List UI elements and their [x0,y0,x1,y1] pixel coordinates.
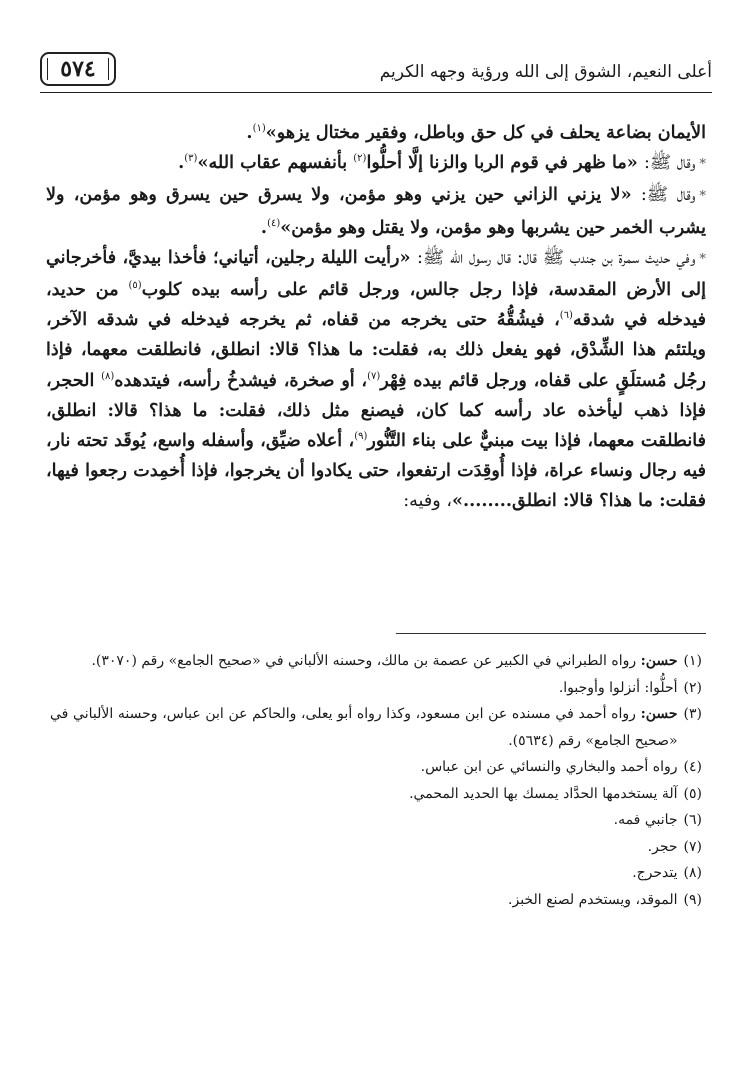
footnote-ref: (٣) [184,153,198,165]
footnote-item: (٧) حجر. [647,838,702,855]
footnote-item: (٢) أحلُّوا: أنزلوا وأوجبوا. [558,679,702,696]
asterisk-icon: * [699,251,706,267]
footnote-ref: (١) [252,123,266,135]
paragraph-3: *وقال ﷺ: «لا يزني الزاني حين يزني وهو مؤمن، ولا يسرق حين يسرق وهو مؤمن، ولا يشرب الخمر حين يشربها وهو مؤمن، ولا يقتل وهو مؤمن»$^{(٤)}$. [46,184,706,238]
footnote-ref: (٨) [101,370,115,382]
footnote-ref: (٩) [354,431,368,443]
paragraph-1: الأيمان بضاعة يحلف في كل حق وباطل، وفقير مختال يزهو»$^{(١)}$. [246,122,706,143]
paragraph-2: *وقال ﷺ: «ما ظهر في قوم الربا والزنا إلَّا أحلُّوا$^{(٢)}$ بأنفسهم عقاب الله»$^{(٣)}$. [178,152,706,174]
footnote-ref: (٥) [128,280,142,292]
footnote-ref: (٢) [353,153,367,165]
footnote-item: (٨) يتدحرج. [632,865,702,881]
main-text [46,118,706,517]
footnote-item: (٩) الموقد، ويستخدم لصنع الخبز. [508,891,702,908]
footnotes [50,648,702,913]
asterisk-icon: * [699,157,706,173]
page-header [40,46,712,96]
footnote-item: (٣) حسن: رواه أحمد في مسنده عن ابن مسعود، وكذا رواه أبو يعلى، والحاكم عن ابن عباس، وحسنه الألباني في «صحيح الجامع» رقم (٥٦٣٤). [50,706,702,749]
footnote-item: (١) حسن: رواه الطبراني في الكبير عن عصمة بن مالك، وحسنه الألباني في «صحيح الجامع» رقم (٣٠٧٠). [91,653,702,669]
page-number-box: ٥٧٤ [40,52,116,86]
asterisk-icon: * [699,189,706,205]
footnote-ref: (٦) [559,310,573,322]
running-title: أعلى النعيم، الشوق إلى الله ورؤية وجهه الكريم [379,62,712,82]
footnote-item: (٥) آلة يستخدمها الحدَّاد يمسك بها الحديد المحمي. [409,785,702,802]
header-divider [40,92,712,93]
footnote-ref: (٧) [367,370,381,382]
footnote-divider [396,633,706,634]
footnote-item: (٦) جانبي فمه. [613,812,702,828]
footnote-item: (٤) رواه أحمد والبخاري والنسائي عن ابن عباس. [420,759,702,775]
paragraph-4: *وفي حديث سمرة بن جندب ﷺ قال: قال رسول الله ﷺ: «رأيت الليلة رجلين، أتياني؛ فأخذا بيديَّ، فأخرجاني إلى الأرض المقدسة، فإذا رجل جالس، ورجل قائم على رأسه بيده كلوب$^{(٥)}$ من حديد، فيدخله في شدقه$^{(٦)}$، فيشُقُّهُ حتى يخرجه من قفاه، ثم يخرجه فيدخله في شدقه الآخر، ويلتئم هذا الشِّدْق، فهو يفعل ذلك به، فقلت: ما هذا؟ قالا: انطلق، فانطلقت معهما، فإذا رجُل مُستلَقٍ على قفاه، ورجل قائم بيده فِهْر$^{(٧)}$، أو صخرة، فيشدخُ رأسه، فيتدهده$^{(٨)}$ الحجر، فإذا ذهب ليأخذه عاد رأسه كما كان، فيصنع مثل ذلك، فقلت: ما هذا؟ قالا: انطلق، فانطلقت معهما، فإذا بيت مبنيٌّ على بناء التَّنُّور$^{(٩)}$، أعلاه ضيِّق، وأسفله واسع، يُوقَد تحته نار، فيه رجال ونساء عراة، فإذا أُوقِدَت ارتفعوا، حتى يكادوا أن يخرجوا، فإذا أُخمِدت رجعوا فيها، فقلت: ما هذا؟ قالا: انطلق........»، وفيه: [46,246,706,512]
footnote-ref: (٤) [267,217,281,229]
